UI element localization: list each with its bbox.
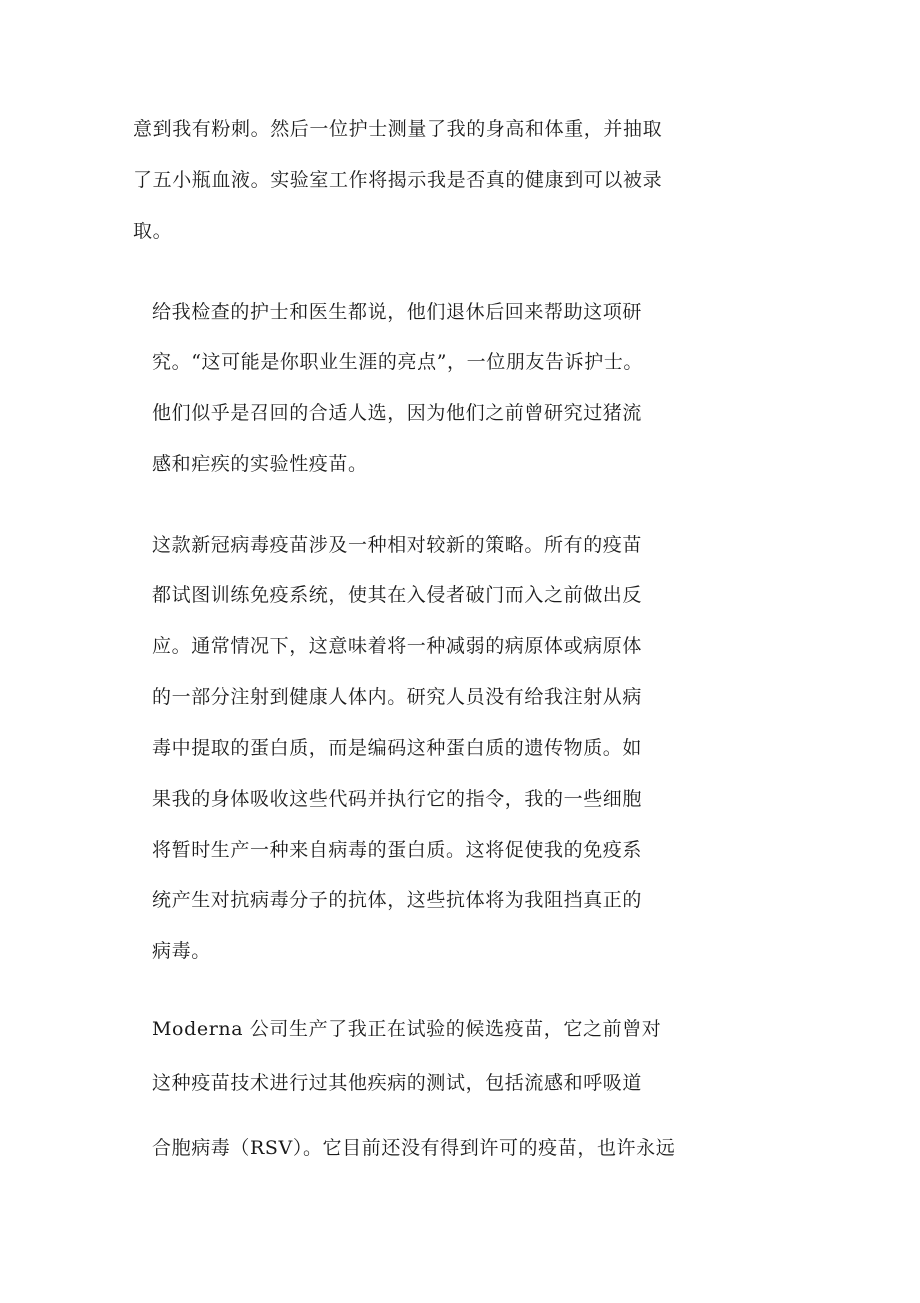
paragraph-1-line-3: 取。 bbox=[133, 220, 173, 242]
paragraph-2-line-3: 他们似乎是召回的合适人选，因为他们之前曾研究过猪流 bbox=[152, 402, 643, 424]
paragraph-2-line-2: 究。“这可能是你职业生涯的亮点”，一位朋友告诉护士。 bbox=[152, 351, 644, 373]
paragraph-3-line-1: 这款新冠病毒疫苗涉及一种相对较新的策略。所有的疫苗 bbox=[152, 534, 643, 556]
paragraph-3-line-3: 应。通常情况下，这意味着将一种减弱的病原体或病原体 bbox=[152, 635, 643, 657]
paragraph-2-line-1: 给我检查的护士和医生都说，他们退休后回来帮助这项研 bbox=[152, 301, 643, 323]
paragraph-3-line-2: 都试图训练免疫系统，使其在入侵者破门而入之前做出反 bbox=[152, 584, 643, 606]
paragraph-3-line-6: 果我的身体吸收这些代码并执行它的指令，我的一些细胞 bbox=[152, 788, 643, 810]
paragraph-4-line-1: Moderna 公司生产了我正在试验的候选疫苗，它之前曾对 bbox=[152, 1018, 662, 1040]
paragraph-1-line-1: 意到我有粉刺。然后一位护士测量了我的身高和体重，并抽取 bbox=[133, 118, 663, 140]
paragraph-3-line-9: 病毒。 bbox=[152, 940, 211, 962]
paragraph-3-line-5: 毒中提取的蛋白质，而是编码这种蛋白质的遗传物质。如 bbox=[152, 737, 643, 759]
paragraph-1-line-2: 了五小瓶血液。实验室工作将揭示我是否真的健康到可以被录 bbox=[133, 169, 663, 191]
paragraph-3-line-7: 将暂时生产一种来自病毒的蛋白质。这将促使我的免疫系 bbox=[152, 839, 643, 861]
paragraph-4-line-2: 这种疫苗技术进行过其他疾病的测试，包括流感和呼吸道 bbox=[152, 1072, 643, 1094]
paragraph-2-line-4: 感和疟疾的实验性疫苗。 bbox=[152, 453, 368, 475]
paragraph-3-line-4: 的一部分注射到健康人体内。研究人员没有给我注射从病 bbox=[152, 686, 643, 708]
paragraph-4-line-3: 合胞病毒（RSV）。它目前还没有得到许可的疫苗，也许永远 bbox=[152, 1137, 676, 1159]
paragraph-3-line-8: 统产生对抗病毒分子的抗体，这些抗体将为我阻挡真正的 bbox=[152, 889, 643, 911]
